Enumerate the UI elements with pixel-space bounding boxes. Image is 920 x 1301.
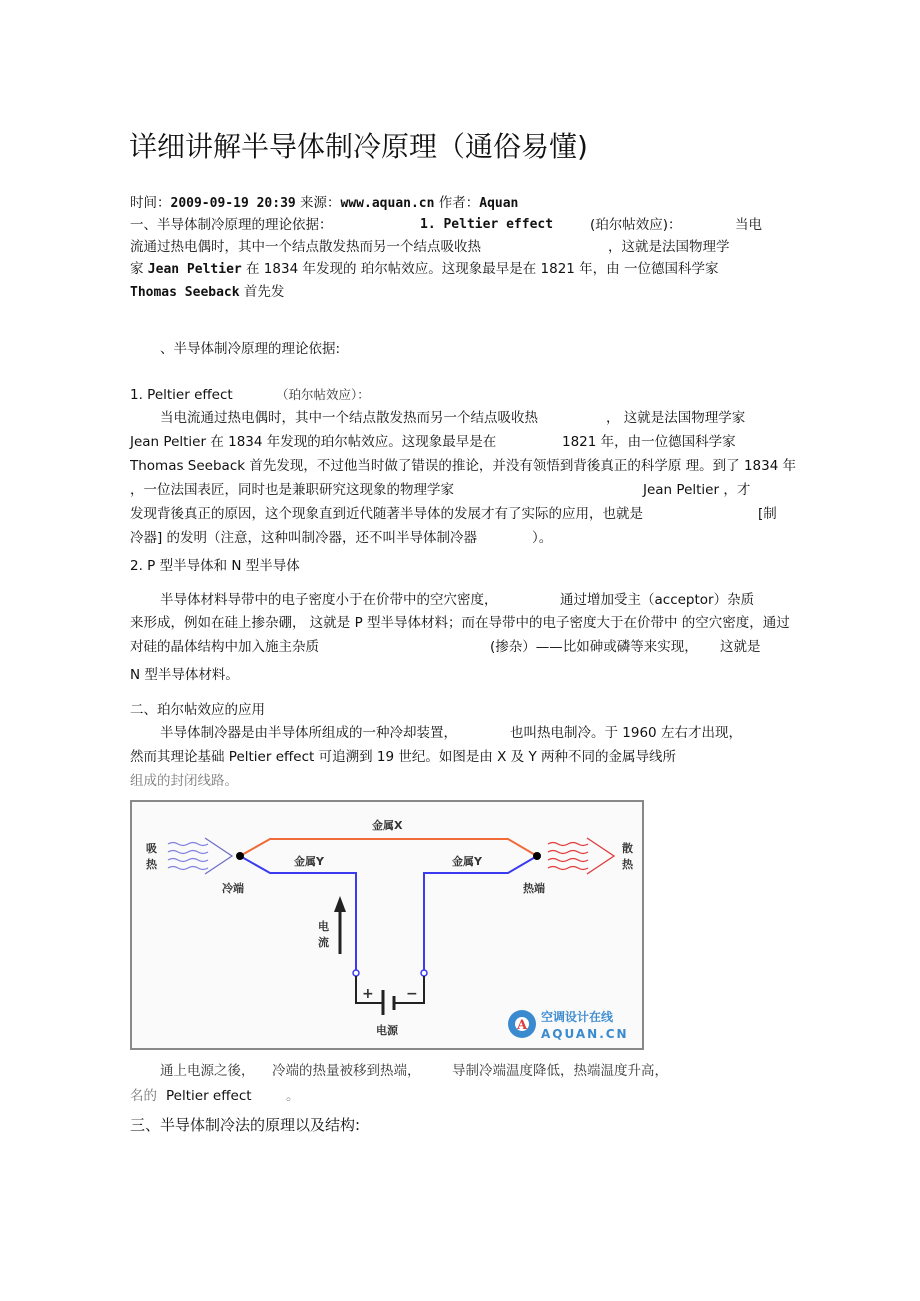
paragraph-line: N 型半导体材料。 <box>130 667 239 683</box>
text: Jean Peltier <box>147 262 242 277</box>
section-heading: 三、半导体制冷法的原理以及结构: <box>130 1116 361 1134</box>
label-current: 电 <box>318 920 329 933</box>
section-heading: 二、珀尔帖效应的应用 <box>130 702 265 718</box>
text: ）。 <box>532 530 553 546</box>
paragraph-line: 然而其理论基础 Peltier effect 可追溯到 19 世纪。如图是由 X 及 Y 两种不同的金属导线所 <box>130 749 677 765</box>
peltier-circuit-diagram <box>130 800 644 1050</box>
metal-x-wire <box>240 839 537 856</box>
metal-y-wire-right <box>424 856 537 973</box>
label-absorb: 热 <box>146 858 157 871</box>
cold-junction <box>236 852 244 860</box>
text: 1. Peltier effect <box>130 387 233 403</box>
text: 当电流通过热电偶时，其中一个结点散发热而另一个结点吸收热 <box>160 410 538 426</box>
svg-text:A: A <box>517 1018 528 1033</box>
label-minus: − <box>406 986 418 1002</box>
paragraph-line <box>130 724 790 742</box>
label-absorb: 吸 <box>146 842 157 855</box>
paragraph-line: 来形成，例如在硅上掺杂硼， 这就是 P 型半导体材料；而在导带中的电子密度大于在价带中 的空穴密度，通过 <box>130 615 790 631</box>
text: 这就是 <box>720 639 761 655</box>
label-metal-y-left: 金属Y <box>294 855 324 868</box>
absorb-heat-waves <box>168 838 232 874</box>
text: Thomas Seeback <box>130 285 240 300</box>
current-arrow-icon <box>334 896 346 954</box>
author-value: Aquan <box>479 196 519 211</box>
source-value: www.aquan.cn <box>340 196 435 211</box>
text: [制 <box>758 506 777 522</box>
subheading <box>130 386 530 404</box>
intro-line <box>130 238 780 256</box>
label-hot-end: 热端 <box>523 882 545 895</box>
label-release: 热 <box>622 858 633 871</box>
text: 也叫热电制冷。于 1960 左右才出现， <box>510 725 742 741</box>
intro-line <box>130 283 284 302</box>
text: 名的 <box>130 1088 157 1104</box>
label-plus: + <box>362 986 374 1002</box>
intro-line <box>130 216 780 234</box>
text: 通过增加受主（acceptor）杂质 <box>560 592 755 608</box>
logo-en: AQUAN.CN <box>541 1027 629 1041</box>
label-metal-y-right: 金属Y <box>452 855 482 868</box>
hot-junction <box>533 852 541 860</box>
subheading: 2. P 型半导体和 N 型半导体 <box>130 558 300 574</box>
text: 半导体材料导带中的电子密度小于在价带中的空穴密度， <box>160 592 498 608</box>
text: 1821 年，由一位德国科学家 <box>562 434 736 450</box>
text: ，这就是法国物理学 <box>608 239 730 255</box>
text: 冷器] 的发明（注意，这种叫制冷器，还不叫半导体制冷器 <box>130 530 478 546</box>
time-label: 时间： <box>130 195 171 211</box>
text: ，一位法国表匠，同时也是兼职研究这现象的物理学家 <box>130 482 454 498</box>
text: 一、半导体制冷原理的理论依据： <box>130 217 333 233</box>
paragraph-line <box>130 1062 790 1080</box>
paragraph-line <box>130 481 790 499</box>
text: ， 这就是法国物理学家 <box>606 410 746 426</box>
author-label: 作者： <box>438 195 480 211</box>
text: 导制冷端温度降低，热端温度升高， <box>452 1063 668 1079</box>
paragraph-line <box>130 529 790 547</box>
text: 对硅的晶体结构中加入施主杂质 <box>130 639 319 655</box>
text: 通上电源之後， <box>160 1063 255 1079</box>
text: 1. Peltier effect <box>420 217 554 232</box>
intro-line <box>130 260 718 279</box>
paragraph-line <box>130 1087 530 1105</box>
text: 发现背後真正的原因，这个现象直到近代随著半导体的发展才有了实际的应用，也就是 <box>130 506 643 522</box>
paragraph-line <box>130 505 790 523</box>
text: （珀尔帖效应）： <box>276 387 370 402</box>
release-heat-waves <box>548 838 614 874</box>
text: 冷端的热量被移到热端， <box>272 1063 421 1079</box>
paragraph-line <box>130 591 790 609</box>
text: 当电 <box>735 217 762 233</box>
text: (掺杂）——比如砷或磷等来实现， <box>490 639 698 655</box>
section-heading: 、半导体制冷原理的理论依据: <box>160 341 341 357</box>
label-metal-x: 金属X <box>372 819 403 832</box>
terminal-plus <box>353 970 359 976</box>
paragraph-line <box>130 433 790 451</box>
logo-cn: 空调设计在线 <box>541 1010 614 1024</box>
text: Jean Peltier 在 1834 年发现的珀尔帖效应。这现象最早是在 <box>130 434 497 450</box>
aquan-logo <box>508 1009 629 1041</box>
terminal-minus <box>421 970 427 976</box>
paragraph-line: Thomas Seeback 首先发现，不过他当时做了错误的推论，并没有领悟到背後真正的科学原 理。到了 1834 年 <box>130 458 797 474</box>
text: 流通过热电偶时，其中一个结点散发热而另一个结点吸收热 <box>130 239 481 255</box>
text: 。 <box>286 1088 300 1104</box>
label-current: 流 <box>318 936 329 949</box>
paragraph-line <box>130 409 790 427</box>
label-release: 散 <box>622 842 633 855</box>
text: 半导体制冷器是由半导体所组成的一种冷却装置， <box>160 725 457 741</box>
text: Peltier effect <box>166 1088 252 1104</box>
label-power: 电源 <box>376 1024 398 1037</box>
paragraph-line: 组成的封闭线路。 <box>130 773 238 789</box>
source-label: 来源： <box>300 195 341 211</box>
text: (珀尔帖效应)： <box>590 217 682 233</box>
text: Jean Peltier ，才 <box>643 482 751 498</box>
page-title: 详细讲解半导体制冷原理（通俗易懂) <box>129 130 588 163</box>
text: 在 1834 年发现的 珀尔帖效应。这现象最早是在 1821 年，由 一位德国科学家 <box>246 261 719 277</box>
text: 家 <box>130 261 144 277</box>
time-value: 2009-09-19 20:39 <box>170 196 296 211</box>
article-meta <box>130 194 518 213</box>
label-cold-end: 冷端 <box>222 882 244 895</box>
paragraph-line <box>130 638 790 656</box>
text: 首先发 <box>243 284 285 300</box>
